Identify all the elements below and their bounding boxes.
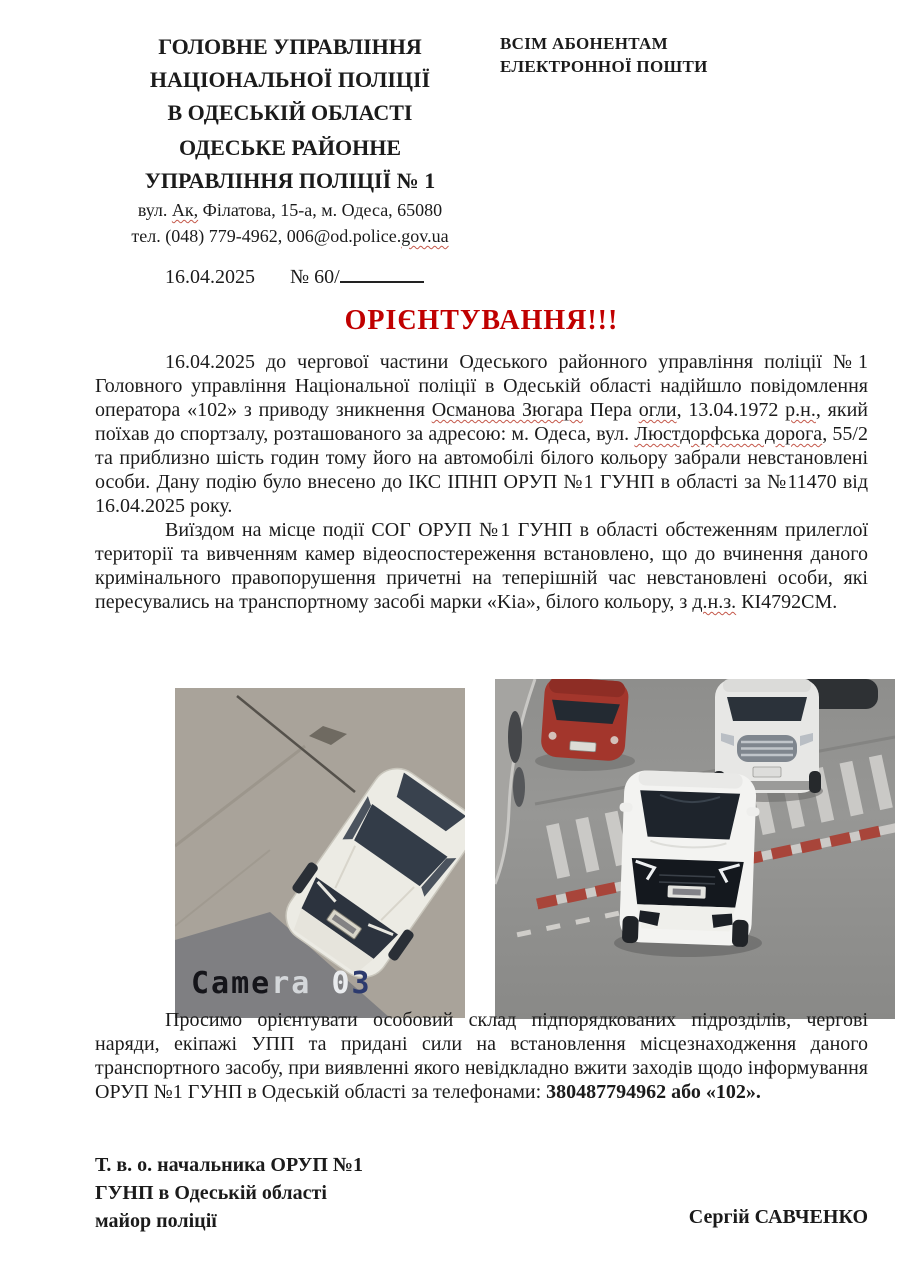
signer-name: Сергій САВЧЕНКО <box>688 1206 868 1228</box>
side-mirror <box>746 807 759 816</box>
recipient-line: ВСІМ АБОНЕНТАМ <box>500 34 668 53</box>
number-blank <box>340 262 424 283</box>
license-plate <box>570 741 597 752</box>
bollard <box>513 767 525 807</box>
document-number: № 60/ <box>290 266 340 288</box>
signer-position-line: Т. в. о. начальника ОРУП №1 <box>95 1154 363 1176</box>
recipient-block <box>500 32 770 78</box>
sub-org-line: ОДЕСЬКЕ РАЙОННЕ <box>178 135 402 160</box>
org-name-line: ГОЛОВНЕ УПРАВЛІННЯ <box>158 34 422 59</box>
camera-label: Camera 03 <box>191 966 372 1001</box>
red-car <box>540 679 629 762</box>
windshield <box>639 790 741 839</box>
wheel <box>809 771 821 793</box>
org-name <box>100 30 480 129</box>
address-line: вул. Ак, Філатова, 15-а, м. Одеса, 65080 <box>137 200 443 220</box>
recipient-line: ЕЛЕКТРОННОЇ ПОШТИ <box>500 57 708 76</box>
windshield <box>727 697 807 721</box>
white-kia-suv <box>615 770 761 948</box>
paragraph-request: Просимо орієнтувати особовий склад підпорядкованих підрозділів, чергові наряди, екіпажі УПП та придані сили на встановлення місцезнаходження даного транспортного засобу, при виявленні якого невідкладно вжити заходів щодо інформування ОРУП №1 ГУНП в Одеській області за телефонами: 380487794962 або «102». <box>95 1009 868 1103</box>
date-line <box>165 262 424 289</box>
traffic-camera-photo <box>495 679 895 1019</box>
address-block <box>70 197 510 249</box>
paragraph-incident: 16.04.2025 до чергової частини Одеського районного управління поліції №1 Головного управління Національної поліції в Одеській області надійшло повідомлення оператора «102» з приводу зникнення Османова Зюгара Пера огли, 13.04.1972 р.н., який поїхав до спортзалу, розташованого за адресою: м. Одеса, вул. Люстдорфська дорога, 55/2 та приблизно шість годин тому його на автомобілі білого кольору забрали невстановлені особи. Дану подію було внесено до ІКС ІПНП ОРУП №1 ГУНП в області за №11470 від 16.04.2025 року. <box>95 351 868 517</box>
document-date: 16.04.2025 <box>165 266 255 288</box>
paragraph-investigation: Виїздом на місце події СОГ ОРУП №1 ГУНП в області обстеженням прилеглої території та вивченням камер відеоспостереження встановлено, що до вчинення даного кримінального правопорушення причетні на теперішній час невстановлені особи, які пересувались на транспортному засобі марки «Kia», білого кольору, з д.н.з. КІ4792СМ. <box>95 519 868 613</box>
cctv-photo-graphic <box>175 688 465 1018</box>
signer-position <box>95 1151 363 1235</box>
signer-position-line: майор поліції <box>95 1210 217 1232</box>
document-title: ОРІЄНТУВАННЯ!!! <box>344 305 619 336</box>
org-name-line: В ОДЕСЬКІЙ ОБЛАСТІ <box>167 100 413 125</box>
body-text-top <box>95 350 868 614</box>
body-text-bottom <box>95 1008 868 1104</box>
signer-position-line: ГУНП в Одеській області <box>95 1182 327 1204</box>
contact-line: тел. (048) 779-4962, 006@od.police.gov.ua <box>131 226 449 246</box>
org-name-line: НАЦІОНАЛЬНОЇ ПОЛІЦІЇ <box>149 67 431 92</box>
sub-org-name <box>100 131 480 197</box>
side-mirror <box>619 803 632 812</box>
license-plate <box>753 767 781 777</box>
traffic-photo-graphic <box>495 679 895 1019</box>
wheel <box>622 916 639 944</box>
cctv-photo-overhead <box>175 688 465 1018</box>
sub-org-line: УПРАВЛІННЯ ПОЛІЦІЇ № 1 <box>144 168 436 193</box>
bollard <box>508 711 522 763</box>
wheel <box>732 920 749 948</box>
